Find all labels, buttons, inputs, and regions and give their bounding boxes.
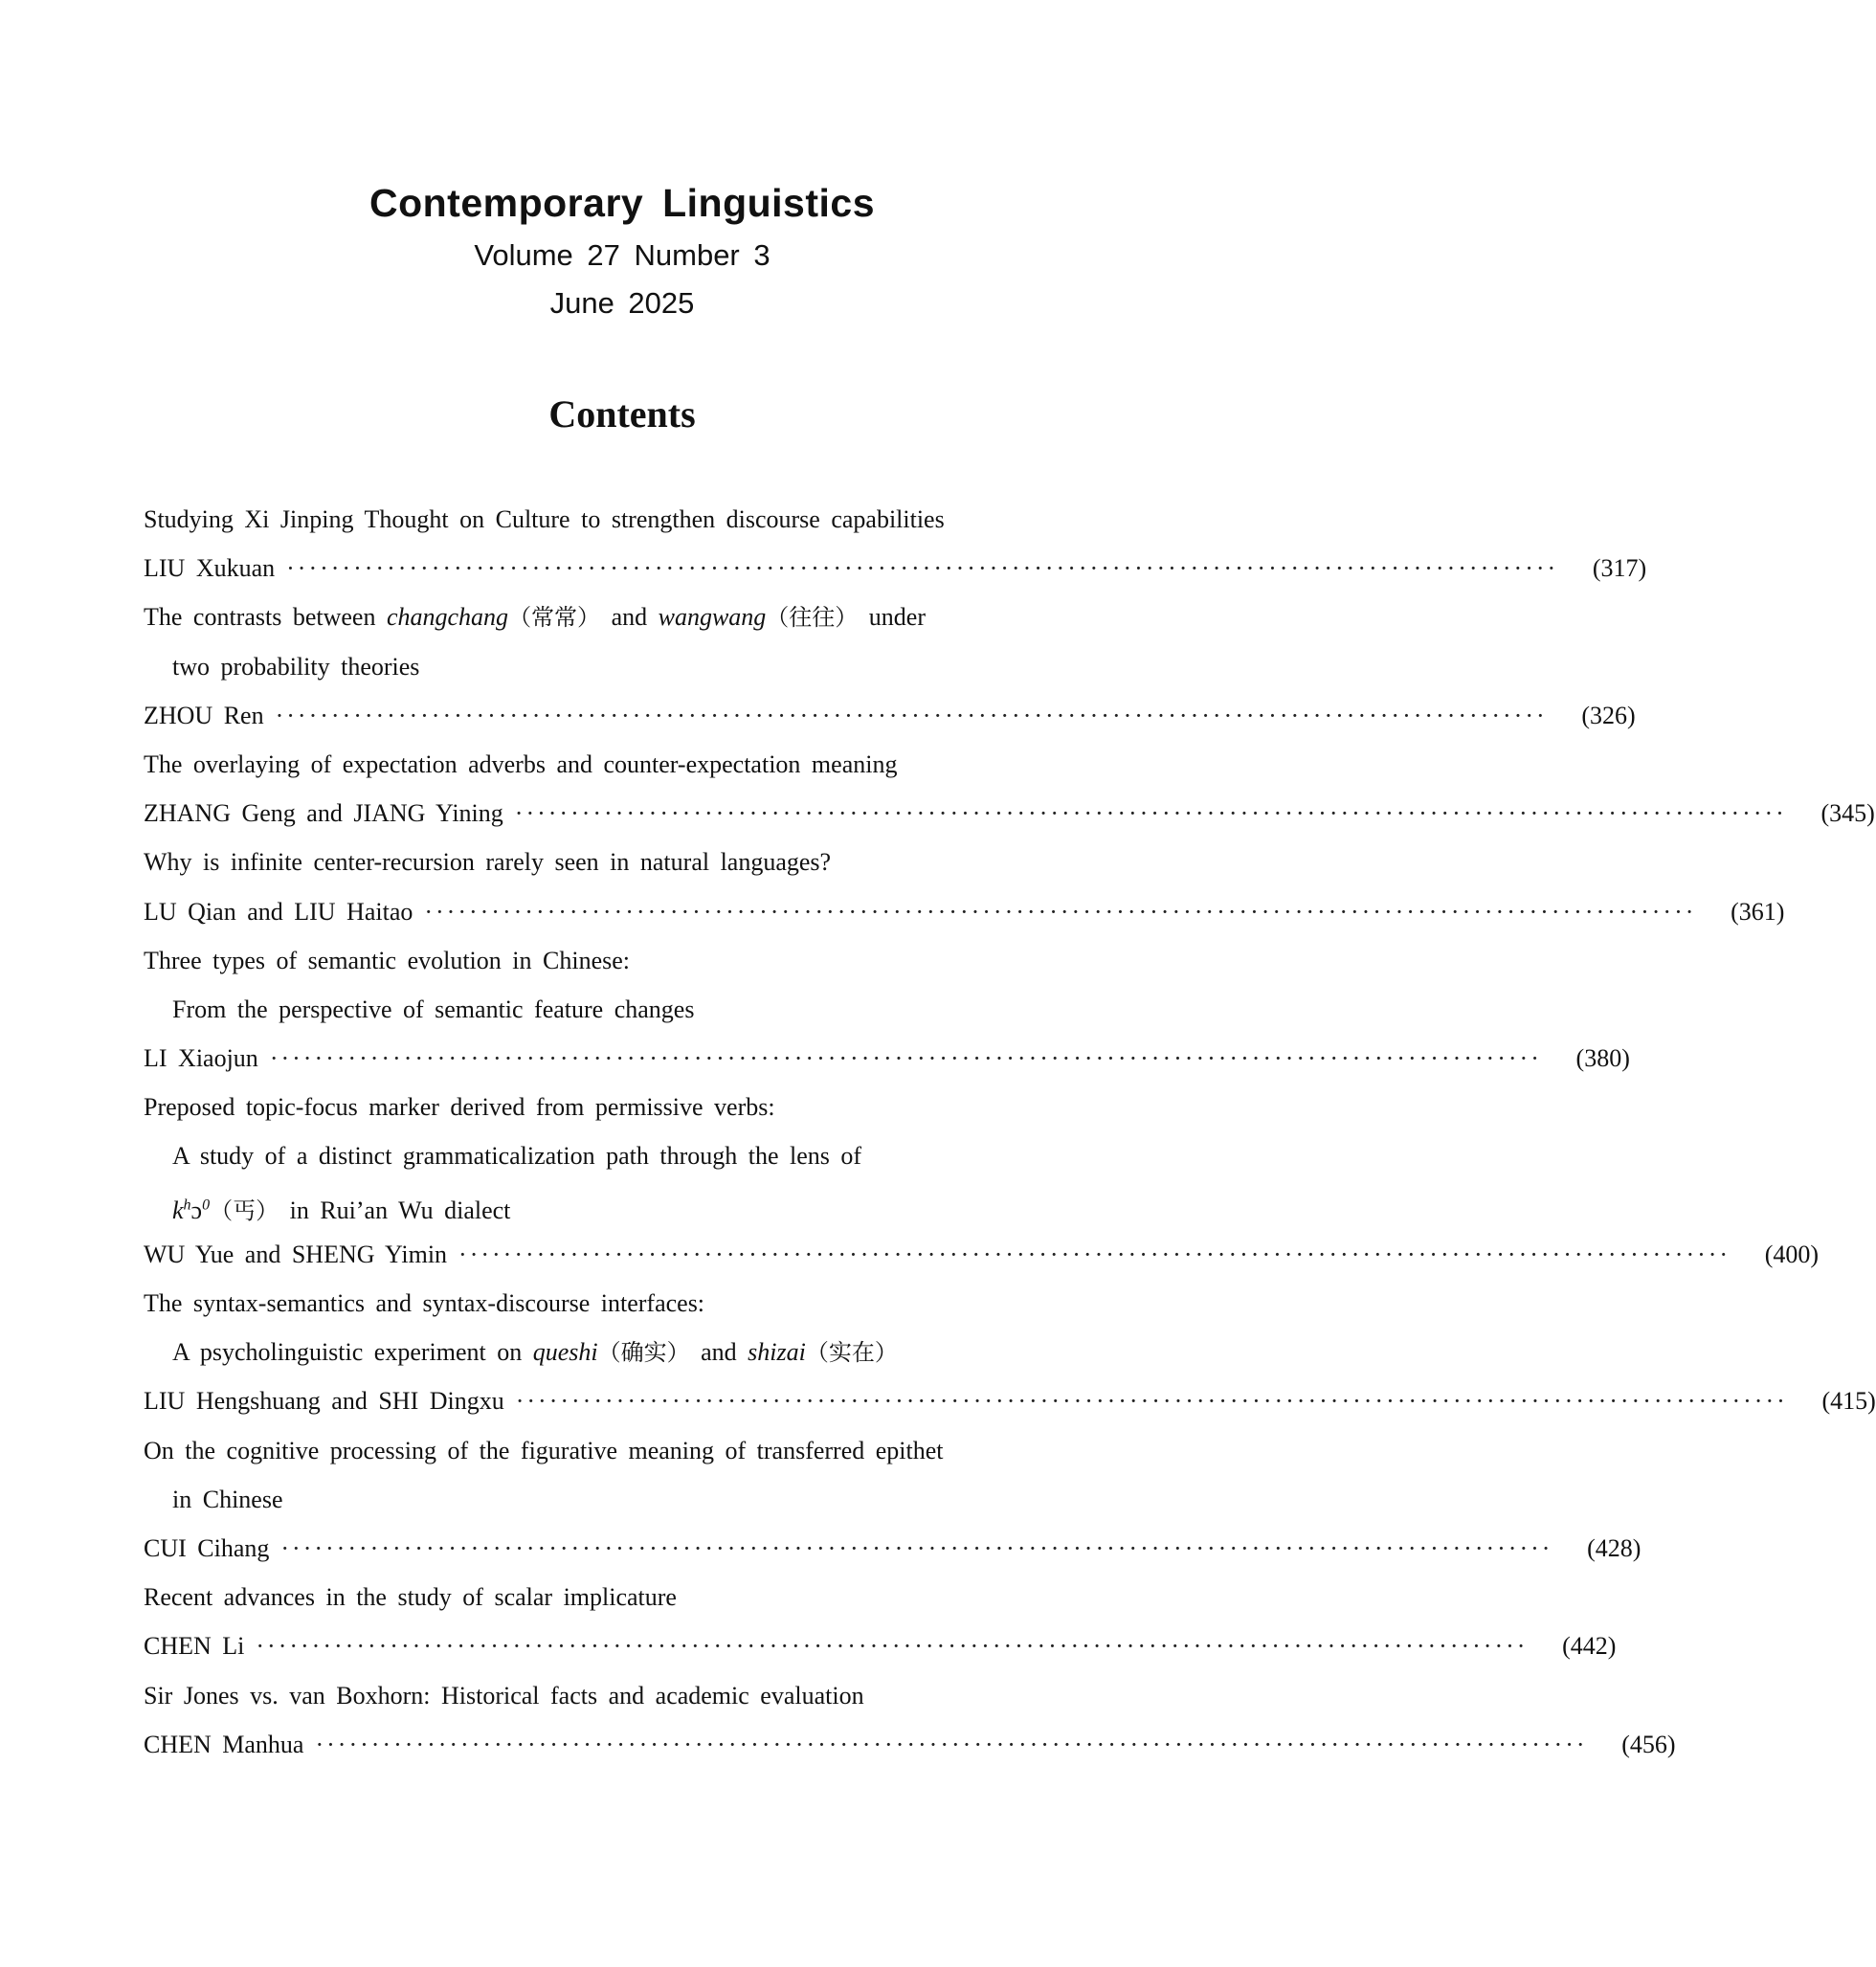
toc-author: LIU Hengshuang and SHI Dingxu <box>144 1387 504 1416</box>
volume-number: Volume 27 Number 3 <box>474 238 770 272</box>
dot-leader: ·················································································································· <box>424 897 1697 926</box>
dot-leader: ·················································································································· <box>514 799 1787 828</box>
toc-entry-author-line[interactable] <box>144 1230 1820 1279</box>
toc-entry-title: On the cognitive processing of the figurative meaning of transferred epithet <box>144 1436 944 1464</box>
toc-author: LI Xiaojun <box>144 1044 258 1073</box>
toc-entry-title: Three types of semantic evolution in Chinese: <box>144 946 630 974</box>
page-number: (317) <box>1592 554 1647 583</box>
toc-entry-title: Recent advances in the study of scalar implicature <box>144 1583 677 1612</box>
table-of-contents <box>144 495 1876 1769</box>
toc-entry-author-line[interactable] <box>144 789 1875 838</box>
toc-author: ZHANG Geng and JIANG Yining <box>144 799 503 828</box>
toc-author: CUI Cihang <box>144 1533 270 1562</box>
toc-author: LU Qian and LIU Haitao <box>144 897 413 926</box>
page-number: (415) <box>1821 1387 1876 1416</box>
issue-date: June 2025 <box>549 286 695 320</box>
dot-leader: ·················································································································· <box>269 1044 1542 1073</box>
page-number: (456) <box>1621 1730 1676 1758</box>
toc-entry-title: Studying Xi Jinping Thought on Culture to strengthen discourse capabilities <box>144 505 945 533</box>
dot-leader: ·················································································································· <box>256 1632 1529 1661</box>
page-number: (361) <box>1731 897 1785 926</box>
toc-author: LIU Xukuan <box>144 554 276 583</box>
toc-entry-author-line[interactable] <box>144 1034 1630 1083</box>
toc-entry-title-continued: in Chinese <box>172 1485 283 1513</box>
masthead <box>0 180 1244 327</box>
toc-entry-title: The syntax-semantics and syntax-discourse interfaces: <box>144 1289 705 1317</box>
dot-leader: ·················································································································· <box>280 1533 1553 1562</box>
toc-entry-title: Preposed topic-focus marker derived from permissive verbs: <box>144 1093 775 1122</box>
toc-entry-title-continued: $k^hɔ^0$（丐） in Rui’an Wu dialect <box>172 1196 511 1225</box>
toc-author: ZHOU Ren <box>144 701 264 729</box>
journal-title: Contemporary Linguistics <box>368 181 875 225</box>
toc-entry-title: The contrasts between changchang（常常） and wangwang（往往） under <box>144 603 926 632</box>
dot-leader: ·················································································································· <box>458 1240 1731 1268</box>
toc-entry-title-continued: two probability theories <box>172 652 420 681</box>
toc-author: WU Yue and SHENG Yimin <box>144 1240 448 1268</box>
toc-author: CHEN Manhua <box>144 1730 304 1758</box>
page-number: (326) <box>1581 701 1636 729</box>
dot-leader: ·················································································································· <box>515 1387 1788 1416</box>
toc-entry-title-continued: A study of a distinct grammaticalization path through the lens of <box>172 1142 862 1171</box>
toc-entry-title-continued: A psycholinguistic experiment on queshi（确实） and shizai（实在） <box>172 1338 898 1367</box>
dot-leader: ·················································································································· <box>275 701 1548 729</box>
toc-entry-title: The overlaying of expectation adverbs and counter-expectation meaning <box>144 749 898 778</box>
page-number: (442) <box>1562 1632 1617 1661</box>
toc-entry-author-line[interactable] <box>144 1720 1676 1769</box>
toc-entry-author-line[interactable] <box>144 1621 1617 1670</box>
toc-entry-author-line[interactable] <box>144 1376 1876 1425</box>
page-number: (428) <box>1587 1533 1642 1562</box>
page-number: (380) <box>1575 1044 1630 1073</box>
toc-author: CHEN Li <box>144 1632 245 1661</box>
toc-entry-title-continued: From the perspective of semantic feature changes <box>172 995 695 1023</box>
contents-heading: Contents <box>548 392 696 436</box>
toc-entry-author-line[interactable] <box>144 1524 1642 1573</box>
toc-entry-title: Why is infinite center-recursion rarely seen in natural languages? <box>144 848 832 877</box>
page-number: (400) <box>1764 1240 1820 1268</box>
toc-entry-author-line[interactable] <box>144 691 1636 740</box>
toc-entry-author-line[interactable] <box>144 544 1647 592</box>
toc-entry-title: Sir Jones vs. van Boxhorn: Historical facts and academic evaluation <box>144 1681 864 1710</box>
page-number: (345) <box>1820 799 1875 828</box>
toc-entry-author-line[interactable] <box>144 887 1785 936</box>
dot-leader: ·················································································································· <box>315 1730 1588 1758</box>
dot-leader: ·················································································································· <box>286 554 1559 583</box>
